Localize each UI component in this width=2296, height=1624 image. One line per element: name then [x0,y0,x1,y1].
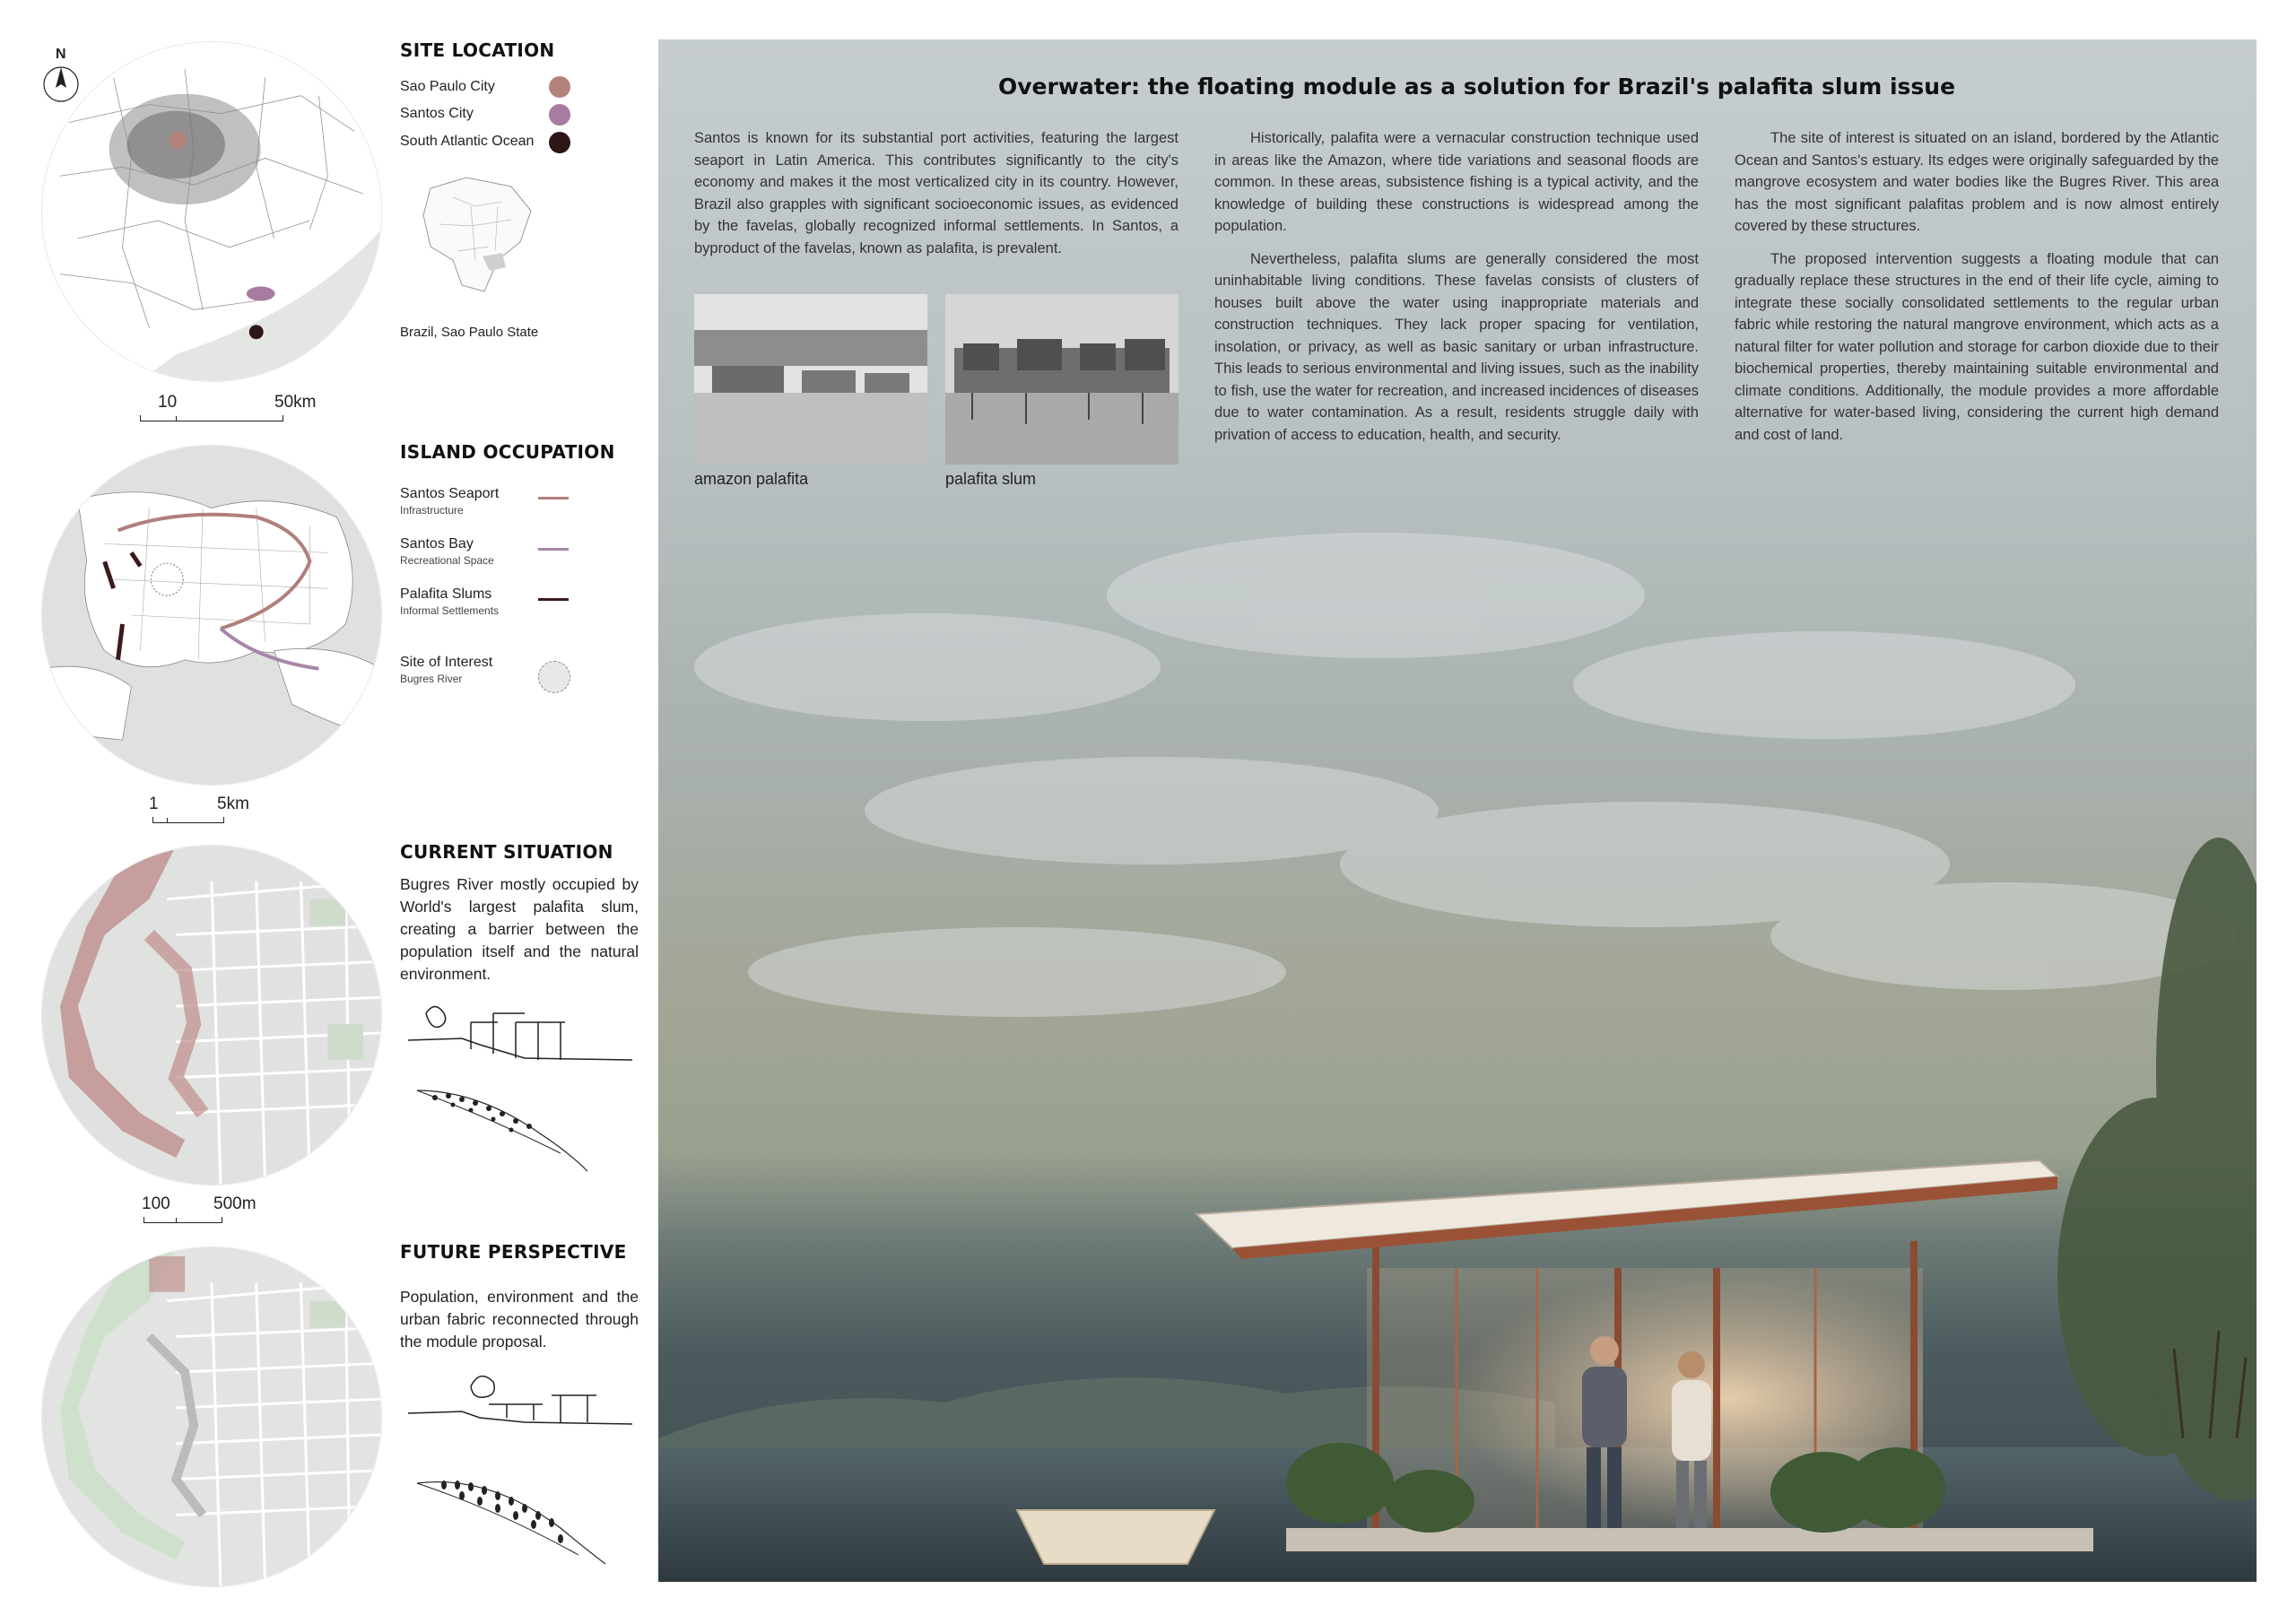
scale-large-label: 5km [217,795,249,813]
scale-large-label: 500m [213,1194,257,1213]
legend-ocean [400,134,534,150]
legend-site [400,655,492,685]
island-occupation-title: ISLAND OCCUPATION [400,441,615,463]
legend-label: Santos Seaport [400,486,500,501]
future-perspective-map [41,1246,382,1587]
page-title: Overwater: the floating module as a solution for Brazil's palafita slum issue [998,74,1956,100]
north-arrow [39,47,83,100]
brazil-caption: Brazil, Sao Paulo State [400,325,539,340]
legend-slums [400,586,499,617]
text-column-1 [694,127,1178,270]
site-location-map [41,41,382,382]
site-location-title: SITE LOCATION [400,39,555,61]
column-2-paragraph-1: Historically, palafita were a vernacular construction technique used in areas like the Amazon, where tide variations and seasonal floods are common. In these areas, subsistence fishing is a typical activity, and the knowledge of building these constructions is widespread among the population. [1214,130,1699,234]
photo-amazon-palafita [694,294,927,465]
current-situation-text: Bugres River mostly occupied by World's largest palafita slum, creating a barrier between the population itself and the natural environment. [400,875,639,983]
future-perspective-title: FUTURE PERSPECTIVE [400,1241,627,1263]
scale-small-label: 100 [142,1194,170,1213]
column-2-paragraph-2: Nevertheless, palafita slums are generally considered the most uninhabitable living conditions. These favelas consists of clusters of houses built above the water using inappropriate materials and construction techniques. They lack proper spacing for ventilation, insolation, or privacy, as well as basic sanitary or urban infrastructure. This leads to serious environmental and living issues, such as the inability to fish, use the water for recreation, and increased incidences of diseases due to water contamination. As a result, residents struggle daily with privation of access to education, health, and security. [1214,250,1699,443]
scale-bar-current [142,1194,257,1216]
legend-sublabel: Informal Settlements [400,604,500,617]
legend-label: South Atlantic Ocean [400,134,535,149]
scale-small-label: 1 [149,795,159,813]
text-column-3 [1735,127,2219,456]
hero-render [658,39,2257,1582]
column-3-paragraph-1: The site of interest is situated on an island, bordered by the Atlantic Ocean and Santos's estuary. Its edges were originally safeguarded by the mangrove ecosystem and water bodies like the Bugres River. This area has the most significant palafitas problem and is now almost entirely covered by these structures. [1735,130,2219,234]
legend-line-slums [538,598,569,601]
legend-seaport [400,486,499,517]
legend-dot-sao-paulo [549,76,570,98]
legend-sublabel: Bugres River [400,673,463,685]
current-section-sketch [408,995,632,1076]
legend-dot-santos [549,104,570,126]
legend-label: Santos City [400,106,474,121]
future-perspective-text: Population, environment and the urban fabric reconnected through the module proposal. [400,1288,639,1350]
legend-bay [400,536,494,567]
photo-1-caption: amazon palafita [694,470,809,488]
legend-line-bay [538,548,569,551]
scale-large-label: 50km [274,393,317,412]
legend-label: Site of Interest [400,655,493,670]
photo-palafita-slum [945,294,1178,465]
scale-bar-island [149,795,249,816]
current-situation-title: CURRENT SITUATION [400,841,613,863]
scale-bar-site [140,393,317,414]
legend-line-seaport [538,497,569,499]
scale-small-label: 10 [158,393,178,412]
legend-label: Palafita Slums [400,586,492,602]
north-arrow-icon [39,63,83,106]
legend-dot-ocean [549,132,570,153]
legend-sublabel: Infrastructure [400,504,464,517]
legend-santos [400,106,474,122]
column-3-paragraph-2: The proposed intervention suggests a floating module that can gradually replace these structures in the end of their life cycle, aiming to integrate these socially consolidated settlements to the regular urban fabric while restoring the natural mangrove environment, which acts as a natural filter for water pollution and storage for carbon dioxide due to their biochemical properties, thereby maintaining suitable environmental and climate conditions. Additionally, the module provides a more affordable alternative for water-based living, considering the current high demand and cost of land. [1735,250,2219,443]
brazil-map [413,170,538,305]
column-1-paragraph: Santos is known for its substantial port activities, featuring the largest seaport in Latin America. This contributes significantly to the city's economy and makes it the most verticalized city in its country. However, Brazil also grapples with significant socioeconomic issues, as evidenced by the favelas, globally recognized informal settlements. In Santos, a byproduct of the favelas, known as palafita, is prevalent. [694,130,1178,256]
future-plan-sketch [408,1465,614,1573]
photo-2-caption: palafita slum [945,470,1037,488]
island-occupation-map [41,445,382,786]
text-column-2 [1214,127,1699,456]
current-plan-sketch [408,1081,596,1180]
site-of-interest-icon [538,661,570,693]
north-label: N [56,47,66,62]
legend-sublabel: Recreational Space [400,554,494,567]
future-section-sketch [408,1368,632,1449]
legend-label: Santos Bay [400,536,474,551]
current-situation-map [41,845,382,1185]
legend-sao-paulo [400,79,495,95]
legend-label: Sao Paulo City [400,79,495,94]
left-panel [0,0,655,1624]
